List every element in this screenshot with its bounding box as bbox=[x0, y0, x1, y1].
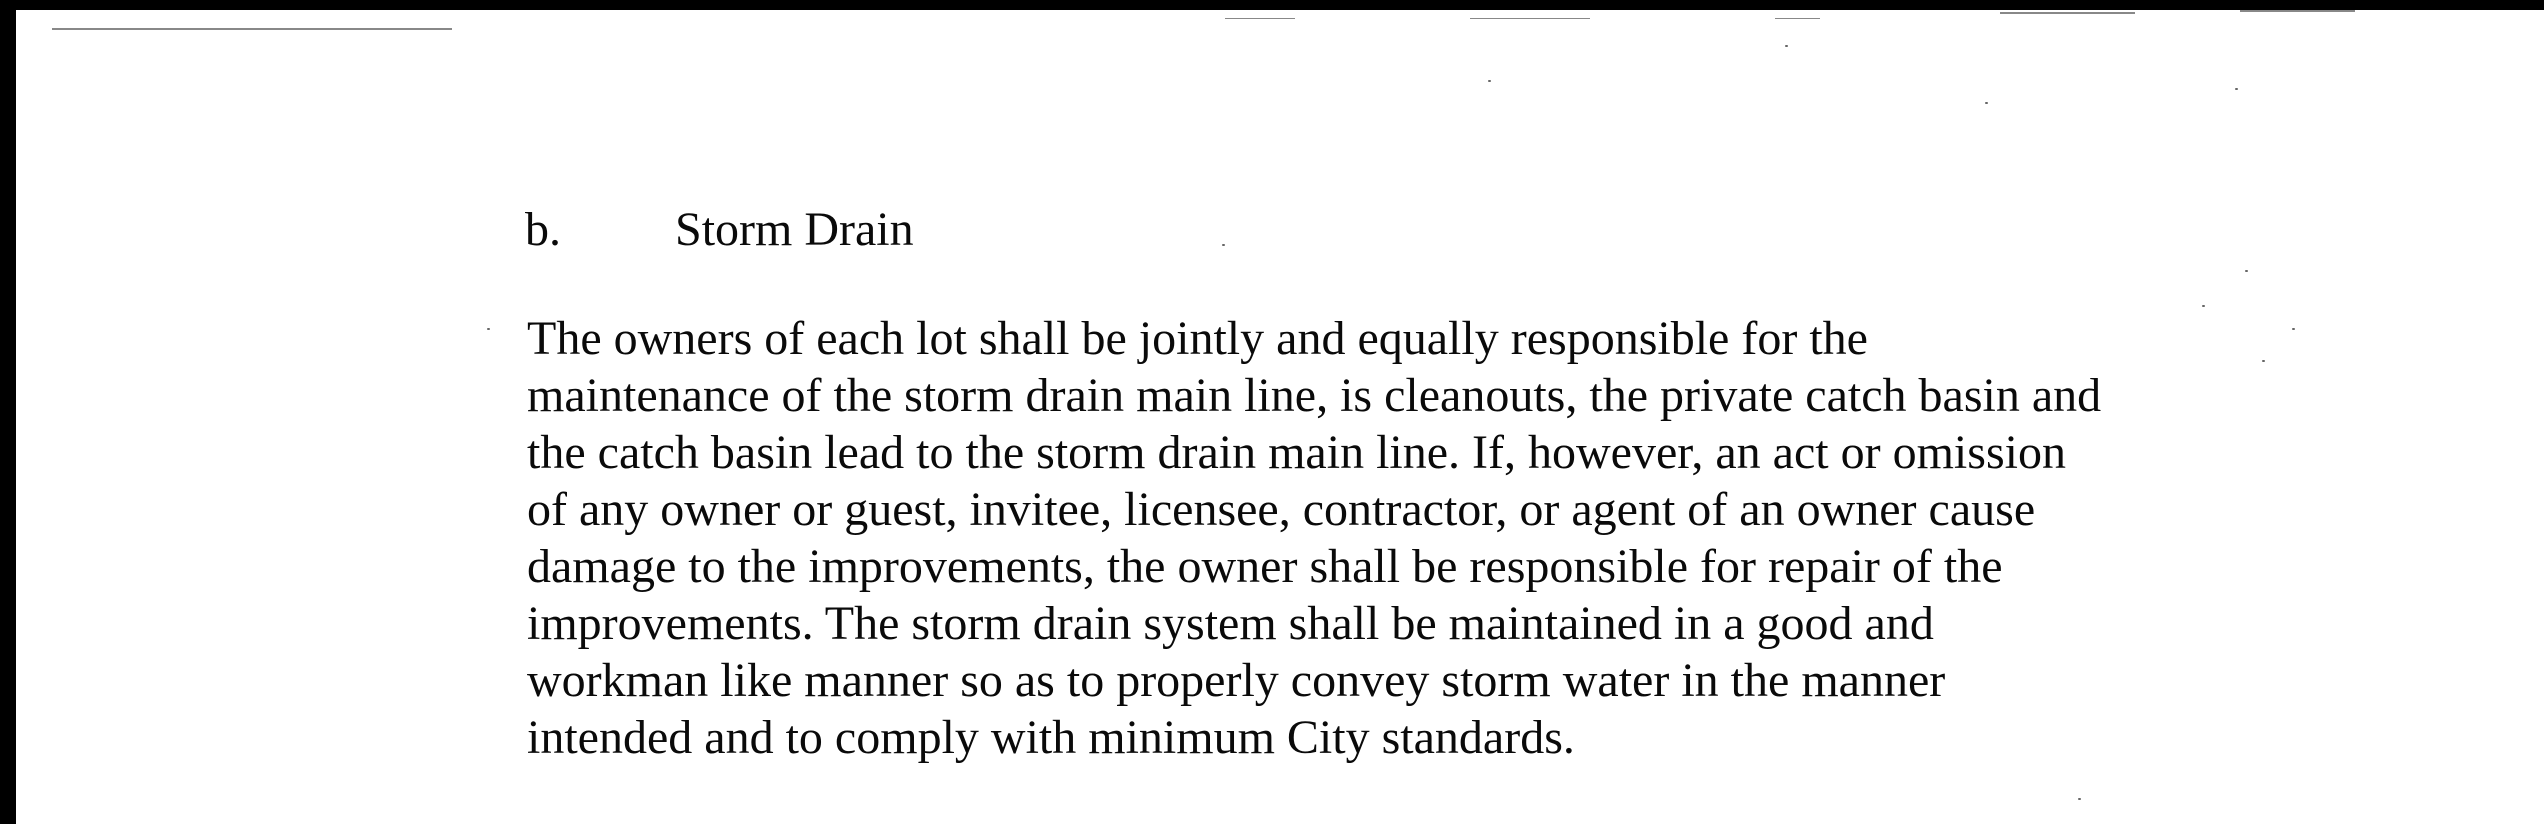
paragraph-line: of any owner or guest, invitee, licensee, contractor, or agent of an owner cause bbox=[527, 483, 2036, 536]
scan-speck bbox=[1985, 102, 1988, 104]
section-title: Storm Drain bbox=[675, 203, 914, 256]
section-letter: b. bbox=[525, 203, 561, 256]
paragraph-line: maintenance of the storm drain main line, is cleanouts, the private catch basin and bbox=[527, 369, 2102, 422]
scan-speck bbox=[2235, 88, 2238, 90]
scan-speck bbox=[1785, 45, 1788, 47]
scan-speck bbox=[1488, 80, 1491, 82]
scan-speck bbox=[2202, 305, 2205, 307]
scan-speck bbox=[487, 328, 490, 330]
scan-artifact bbox=[1225, 18, 1295, 19]
scan-speck bbox=[1222, 244, 1225, 246]
scan-border-left bbox=[0, 0, 16, 824]
scan-border-top bbox=[0, 0, 2544, 10]
scan-artifact bbox=[2000, 12, 2135, 14]
section-paragraph bbox=[527, 310, 2287, 766]
paragraph-line: intended and to comply with minimum City standards. bbox=[527, 711, 1575, 764]
paragraph-line: damage to the improvements, the owner shall be responsible for repair of the bbox=[527, 540, 2003, 593]
scan-speck bbox=[2292, 328, 2295, 330]
paragraph-line: The owners of each lot shall be jointly and equally responsible for the bbox=[527, 312, 1868, 365]
scan-artifact bbox=[1470, 18, 1590, 19]
paragraph-line: the catch basin lead to the storm drain main line. If, however, an act or omission bbox=[527, 426, 2066, 479]
scan-speck bbox=[2245, 270, 2248, 272]
scan-artifact bbox=[1775, 18, 1820, 19]
paragraph-line: workman like manner so as to properly convey storm water in the manner bbox=[527, 654, 1946, 707]
paragraph-line: improvements. The storm drain system shall be maintained in a good and bbox=[527, 597, 1934, 650]
scan-speck bbox=[2078, 798, 2081, 800]
section-heading bbox=[525, 200, 914, 260]
scan-artifact bbox=[2240, 10, 2355, 12]
scan-artifact bbox=[52, 28, 452, 30]
